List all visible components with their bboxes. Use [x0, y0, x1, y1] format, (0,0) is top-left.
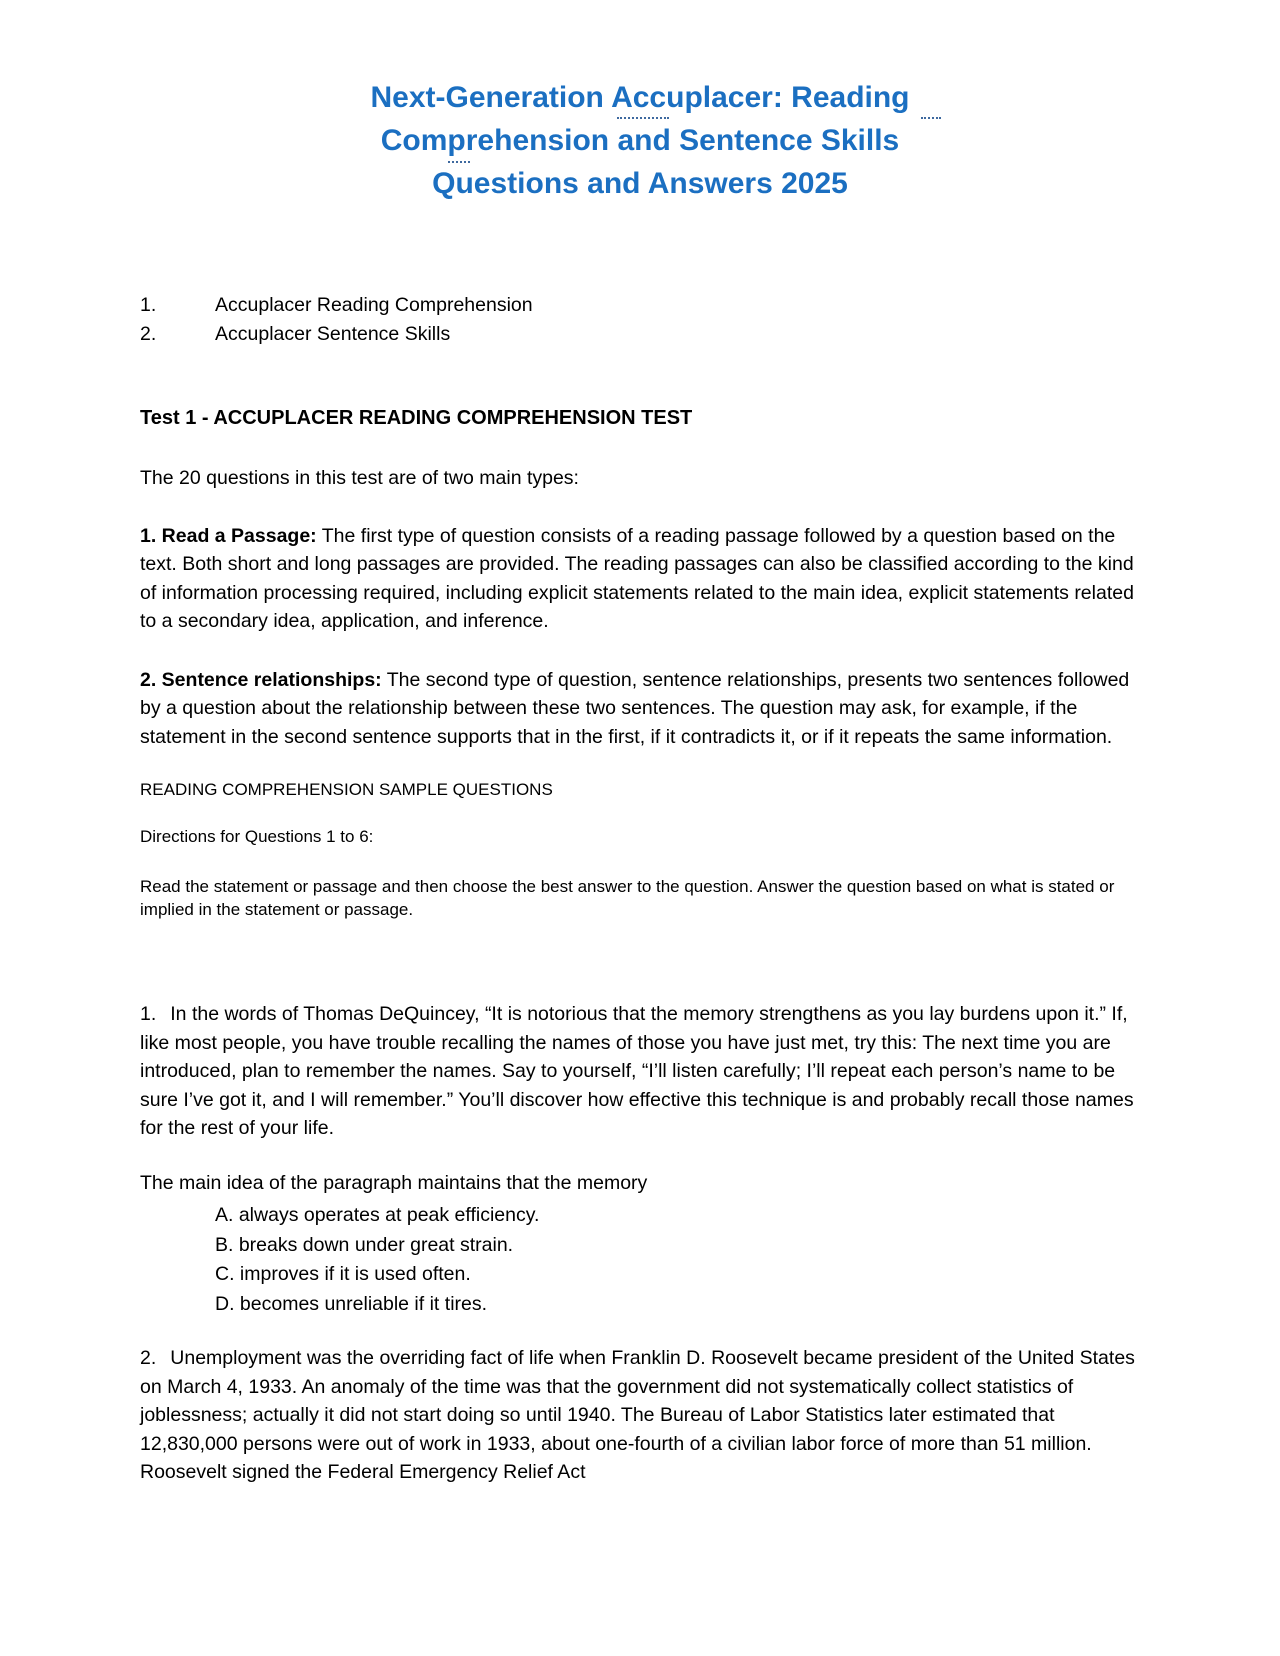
question-2-text: Unemployment was the overriding fact of life when Franklin D. Roosevelt became president of the United States on March 4, 1933. An anomaly of the time was that the government did not systematically collect statistics of joblessness; actually it did not start doing so until 1940. The Bureau of Labor Statistics later estimated that 12,830,000 persons were out of work in 1933, about one-fourth of a civilian labor force of more than 51 million. Roosevelt signed the Federal Emergency Relief Act: [140, 1347, 1135, 1483]
option-a: A. always operates at peak efficiency.: [215, 1204, 540, 1226]
question-1-options: [140, 1201, 1140, 1319]
question-1-passage: [140, 1000, 1140, 1143]
question-type2-text: The second type of question, sentence relationships, presents two sentences followed by a question about the relationship between these two sentences. The question may ask, for example, if the statement in the second sentence supports that in the first, if it contradicts it, or if it repeats the same information.: [140, 668, 1130, 748]
question-2-passage: [140, 1344, 1140, 1487]
sample-questions-heading: READING COMPREHENSION SAMPLE QUESTIONS: [140, 780, 553, 799]
title-line-3: Questions and Answers 2025: [432, 167, 848, 200]
question-type2-paragraph: [140, 666, 1140, 752]
directions-text: Read the statement or passage and then choose the best answer to the question. Answer the question based on what is stated or implied in the statement or passage.: [140, 877, 1115, 919]
list-item: [140, 291, 1140, 320]
contents-list: [140, 291, 1140, 349]
list-item-number: 1.: [140, 294, 157, 316]
question-1-stem: The main idea of the paragraph maintains that the memory: [140, 1171, 648, 1194]
option-c: C. improves if it is used often.: [215, 1263, 471, 1285]
intro-text: The 20 questions in this test are of two main types:: [140, 467, 579, 489]
list-item: [140, 320, 1140, 349]
spellcheck-underline: [448, 161, 470, 163]
title-line-1: Next-Generation Accuplacer: Reading: [370, 81, 910, 114]
list-item-number: 2.: [140, 323, 157, 345]
document-title: [0, 0, 1280, 205]
question-type1-paragraph: [140, 522, 1140, 636]
test1-heading: Test 1 - ACCUPLACER READING COMPREHENSION TEST: [140, 407, 693, 429]
document-body: [0, 291, 1280, 1487]
question-type1-label: 1. Read a Passage:: [140, 524, 317, 547]
list-item-label: Accuplacer Reading Comprehension: [215, 294, 533, 316]
spellcheck-underline: [617, 117, 669, 119]
title-line-2: Comprehension and Sentence Skills: [380, 124, 900, 157]
option-b: B. breaks down under great strain.: [215, 1233, 514, 1256]
question-type1-text: The first type of question consists of a reading passage followed by a question based on the text. Both short and long passages are provided. The reading passages can also be classified according to the kind of information processing required, including explicit statements related to the main idea, explicit statements related to a secondary idea, application, and inference.: [140, 524, 1134, 632]
directions-label: Directions for Questions 1 to 6:: [140, 827, 374, 846]
spellcheck-underline: [921, 117, 941, 119]
question-2-number: 2.: [140, 1347, 157, 1369]
question-1-text: In the words of Thomas DeQuincey, “It is notorious that the memory strengthens as you lay burdens upon it.” If, like most people, you have trouble recalling the names of those you have just met, try this: The next time you are introduced, plan to remember the names. Say to yourself, “I’ll listen carefully; I’ll repeat each person’s name to be sure I’ve got it, and I will remember.” You’ll discover how effective this technique is and probably recall those names for the rest of your life.: [140, 1003, 1134, 1139]
question-1-number: 1.: [140, 1003, 157, 1025]
option-d: D. becomes unreliable if it tires.: [215, 1292, 488, 1315]
list-item-label: Accuplacer Sentence Skills: [215, 323, 451, 345]
question-type2-label: 2. Sentence relationships:: [140, 668, 382, 691]
